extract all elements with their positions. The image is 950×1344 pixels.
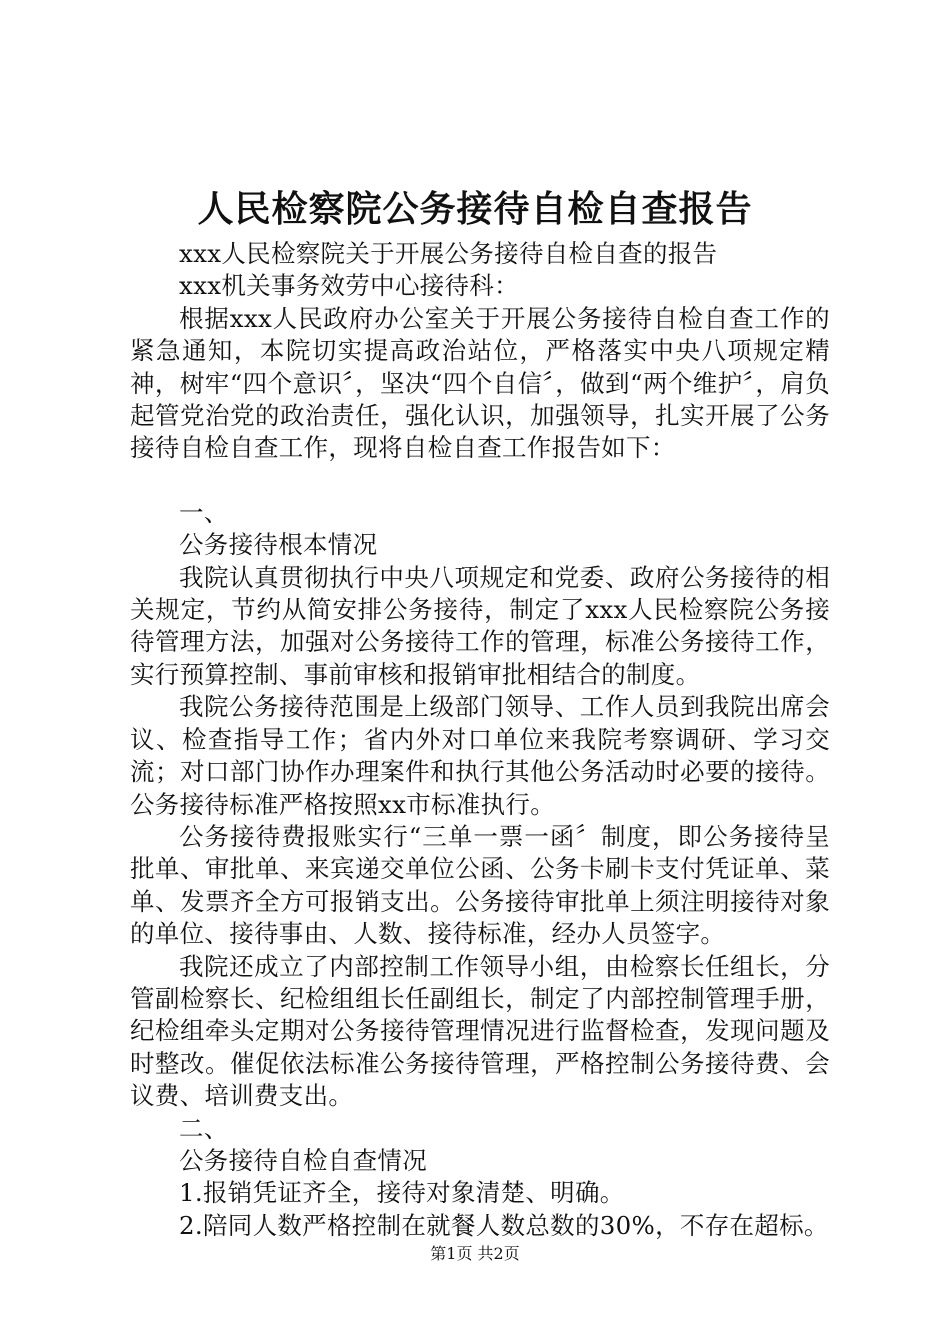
body-paragraph: 我院认真贯彻执行中央八项规定和党委、政府公务接待的相关规定，节约从简安排公务接待，制定了xxx人民检察院公务接待管理方法，加强对公务接待工作的管理，标准公务接待工作，实行预算控制、事前审核和报销审批相结合的制度。 [130,562,830,689]
list-item: 1.报销凭证齐全，接待对象清楚、明确。 [179,1178,625,1208]
recipient-line: xxx机关事务效劳中心接待科： [179,271,519,301]
list-item: 2.陪同人数严格控制在就餐人数总数的30%，不存在超标。 [179,1210,829,1240]
page-footer: 第1页 共2页 [430,1244,520,1263]
intro-paragraph: 根据xxx人民政府办公室关于开展公务接待自检自查工作的紧急通知，本院切实提高政治站位，严格落实中央八项规定精神，树牢“四个意识〞，坚决“四个自信〞，做到“两个维护〞，肩负起管党治党的政治责任，强化认识，加强领导，扎实开展了公务接待自检自查工作，现将自检自查工作报告如下： [130,303,830,463]
document-body [130,238,830,1242]
section-number-2: 二、 [179,1113,229,1143]
report-heading-line: xxx人民检察院关于开展公务接待自检自查的报告 [179,239,718,268]
section-number-1: 一、 [179,497,229,527]
body-paragraph: 我院还成立了内部控制工作领导小组，由检察长任组长，分管副检察长、纪检组组长任副组长，制定了内部控制管理手册，纪检组牵头定期对公务接待管理情况进行监督检查，发现问题及时整改。催促依法标准公务接待管理，严格控制公务接待费、会议费、培训费支出。 [130,951,830,1111]
section-heading-1: 公务接待根本情况 [179,530,378,560]
body-paragraph: 我院公务接待范围是上级部门领导、工作人员到我院出席会议、检查指导工作；省内外对口单位来我院考察调研、学习交流；对口部门协作办理案件和执行其他公务活动时必要的接待。公务接待标准严格按照xx市标准执行。 [130,692,830,819]
body-paragraph: 公务接待费报账实行“三单一票一函〞制度，即公务接待呈批单、审批单、来宾递交单位公函、公务卡刷卡支付凭证单、菜单、发票齐全方可报销支出。公务接待审批单上须注明接待对象的单位、接待事由、人数、接待标准，经办人员签字。 [130,821,830,949]
document-title: 人民检察院公务接待自检自查报告 [197,188,753,230]
section-heading-2: 公务接待自检自查情况 [179,1145,427,1175]
